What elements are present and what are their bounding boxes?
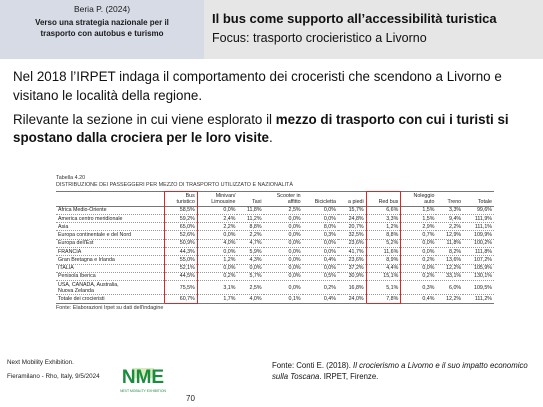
row-label-cell: Gran Bretagna e Irlanda [56,256,165,264]
table-cell: 5,7% [237,272,263,280]
table-cell: 0,2% [197,272,237,280]
logo-letters: NME [121,367,165,388]
table-cell: 1,5% [401,206,437,214]
table-row [56,264,494,272]
paragraph-relevance-bold: mezzo di trasporto con cui i turisti si spostano dalla crociera per le loro visite [13,111,509,146]
table-cell: 12,2% [436,295,463,303]
table-row [56,239,494,247]
row-label-cell: FRANCIA [56,247,165,255]
table-cell: 0,4% [401,295,437,303]
table-cell: 41,7% [338,247,366,255]
table-cell: 11,2% [237,214,263,222]
table-cell: 2,2% [237,231,263,239]
table-cell: 0,0% [264,281,303,295]
table-cell: 52,1% [165,264,198,272]
table-cell: 0,0% [264,256,303,264]
table-cell: 15,1% [366,272,401,280]
table-cell: 111,8% [463,247,494,255]
table-header-cell: a piedi [348,198,364,205]
table-cell: 0,0% [303,214,338,222]
citation-title: Il crocierismo a Livorno e il suo impatto economico sulla Toscana [272,361,528,381]
table-cell: 0,0% [264,223,303,231]
table-cell: 0,0% [303,239,338,247]
row-label-cell: Penisola Iberica [56,272,165,280]
table-header-cell [56,191,165,206]
citation-author: Fonte: Conti E. (2018). [272,361,354,370]
table-cell: 0,1% [264,295,303,303]
table-cell: 3,3% [436,206,463,214]
table-header-cell: Treno [447,198,462,205]
table-cell: 75,5% [165,281,198,295]
paragraph-intro: Nel 2018 l’IRPET indaga il comportamento dei croceristi che scendono a Livorno e visitano le località della regione. [13,69,502,103]
transport-table-block [56,175,494,311]
table-header-cell: Red bus [366,191,401,206]
citation-publisher: . IRPET, Firenze. [319,371,379,381]
table-cell: 55,0% [165,256,198,264]
table-cell: 4,4% [366,264,401,272]
table-cell: 16,8% [338,281,366,295]
table-cell: 0,0% [264,214,303,222]
table-cell: 0,3% [401,281,437,295]
author-label: Beria P. (2024) [73,4,131,14]
row-label-cell: Europa dell'Est [56,239,165,247]
table-cell: 99,6% [463,206,494,214]
table-cell: 2,5% [264,206,303,214]
nme-logo [114,364,172,398]
table-cell: 0,3% [303,231,338,239]
row-label-cell: Asia [56,223,165,231]
table-cell: 44,3% [165,247,198,255]
event-venue-date: Fieramilano - Rho, Italy, 9/5/2024 [7,373,100,381]
table-cell: 3,3% [366,214,401,222]
row-label-cell: Africa Medio-Oriente [56,206,165,214]
table-cell: 20,7% [338,223,366,231]
header-title-box [204,0,543,59]
table-source-note: Fonte: Elaborazioni Irpet su dati dell'indagine [56,304,164,311]
table-cell: 11,8% [237,206,263,214]
table-number: Tabella 4.20 [56,175,86,181]
row-label-cell: ITALIA [56,264,165,272]
table-header-row [56,191,494,206]
table-cell: 32,5% [338,231,366,239]
table-cell: 2,5% [237,281,263,295]
table-cell: 100,2% [463,239,494,247]
table-cell: 50,9% [165,239,198,247]
table-body [56,206,494,303]
table-cell: 60,7% [165,295,198,303]
row-label-cell: Totale dei crocieristi [56,295,165,303]
table-cell: 0,2% [401,272,437,280]
table-cell: 4,0% [237,295,263,303]
table-cell: 8,0% [303,223,338,231]
table-cell: 1,2% [197,256,237,264]
table-cell: 0,0% [197,264,237,272]
paragraph-relevance-pre: Rilevante la sezione in cui viene esplorato il [13,111,276,127]
presentation-subtitle [0,18,204,40]
table-cell: 37,2% [338,264,366,272]
table-cell: 3,1% [197,281,237,295]
subtitle-line-1: Verso una strategia nazionale per il [35,18,169,27]
table-cell: 65,0% [165,223,198,231]
table-cell: 9,4% [436,214,463,222]
slide-focus: Focus: trasporto crocieristico a Livorno [212,31,427,45]
table-cell: 0,0% [401,264,437,272]
table-cell: 2,9% [401,223,437,231]
table-cell: 8,2% [436,247,463,255]
table-cell: 13,6% [436,256,463,264]
table-cell: 2,4% [197,214,237,222]
table-cell: 6,0% [436,281,463,295]
table-row [56,272,494,280]
table-cell: 52,6% [165,231,198,239]
logo-subtitle: NEXT MOBILITY EXHIBITION [120,389,166,393]
row-label-cell: America centro meridionale [56,214,165,222]
table-cell: 11,8% [436,239,463,247]
table-cell: 23,6% [338,239,366,247]
table-cell: 0,4% [303,295,338,303]
table-cell: 0,0% [401,247,437,255]
row-label-cell: USA, CANADA, Australia, Nuova Zelanda [56,281,165,295]
table-cell: 1,2% [366,223,401,231]
table-row [56,247,494,255]
table-cell: 0,4% [303,256,338,264]
table-cell: 111,2% [463,295,494,303]
table-header-cell: Minivan/ Limousine [211,192,236,205]
table-cell: 58,5% [165,206,198,214]
table-row [56,214,494,222]
table-cell: 0,2% [303,281,338,295]
table-cell: 11,6% [366,247,401,255]
table-cell: 1,7% [197,295,237,303]
table-header-cell: Bus turistico [165,191,198,206]
subtitle-line-2: trasporto con autobus e turismo [40,28,164,38]
table-row [56,295,494,303]
table-cell: 0,0% [264,264,303,272]
table-cell: 0,0% [264,231,303,239]
table-cell: 24,0% [338,295,366,303]
table-cell: 4,0% [197,239,237,247]
table-row [56,223,494,231]
table-cell: 0,0% [401,239,437,247]
paragraph-relevance [13,111,533,149]
table-cell: 30,9% [338,272,366,280]
table-cell: 0,0% [264,239,303,247]
transport-distribution-table [56,191,494,304]
table-cell: 12,9% [436,231,463,239]
table-cell: 8,8% [366,231,401,239]
slide-title: Il bus come supporto all’accessibilità turistica [212,11,497,26]
table-cell: 8,9% [366,256,401,264]
footer-event [7,359,100,381]
table-cell: 0,7% [401,231,437,239]
table-cell: 0,0% [264,247,303,255]
table-row [56,206,494,214]
table-cell: 105,9% [463,264,494,272]
reference-citation [272,361,540,382]
table-cell: 0,0% [264,272,303,280]
table-cell: 0,0% [303,264,338,272]
page-number: 70 [186,394,195,403]
table-cell: 15,7% [338,206,366,214]
table-cell: 0,5% [303,272,338,280]
table-cell: 111,9% [463,214,494,222]
paragraph-relevance-post: . [269,130,273,146]
table-cell: 0,0% [197,247,237,255]
table-cell: 12,2% [436,264,463,272]
table-cell: 0,0% [197,231,237,239]
table-cell: 33,1% [436,272,463,280]
table-cell: 59,2% [165,214,198,222]
table-cell: 0,0% [303,247,338,255]
table-cell: 5,2% [366,239,401,247]
table-cell: 0,2% [401,256,437,264]
table-cell: 111,1% [463,223,494,231]
table-cell: 44,5% [165,272,198,280]
table-header-cell: Totale [477,198,492,205]
table-cell: 0,0% [197,206,237,214]
table-cell: 109,5% [463,281,494,295]
table-cell: 107,2% [463,256,494,264]
table-cell: 0,0% [303,206,338,214]
table-cell: 7,8% [366,295,401,303]
table-cell: 2,2% [436,223,463,231]
table-cell: 0,0% [237,264,263,272]
table-cell: 109,9% [463,231,494,239]
slide-body [13,68,533,153]
table-header-cell: Taxi [252,198,262,205]
table-title: DISTRIBUZIONE DEI PASSEGGERI PER MEZZO DI TRASPORTO UTILIZZATO E NAZIONALITÀ [56,181,293,188]
table-row [56,256,494,264]
table-header-cell: Noleggio auto [413,192,435,205]
event-name: Next Mobility Exhibition. [7,359,74,366]
row-label-cell: Europa continentale e del Nord [56,231,165,239]
table-cell: 23,6% [338,256,366,264]
table-cell: 2,2% [197,223,237,231]
table-row [56,281,494,295]
table-cell: 1,5% [401,214,437,222]
table-header-cell: Bicicletta [314,198,336,205]
table-row [56,231,494,239]
table-caption [56,175,494,189]
table-cell: 6,6% [366,206,401,214]
table-cell: 5,9% [237,247,263,255]
table-header-cell: Scooter in affitto [276,192,301,205]
table-cell: 4,3% [237,256,263,264]
table-cell: 24,8% [338,214,366,222]
table-cell: 4,7% [237,239,263,247]
table-cell: 8,8% [237,223,263,231]
header-author-box [0,0,204,59]
table-cell: 5,1% [366,281,401,295]
table-cell: 130,1% [463,272,494,280]
